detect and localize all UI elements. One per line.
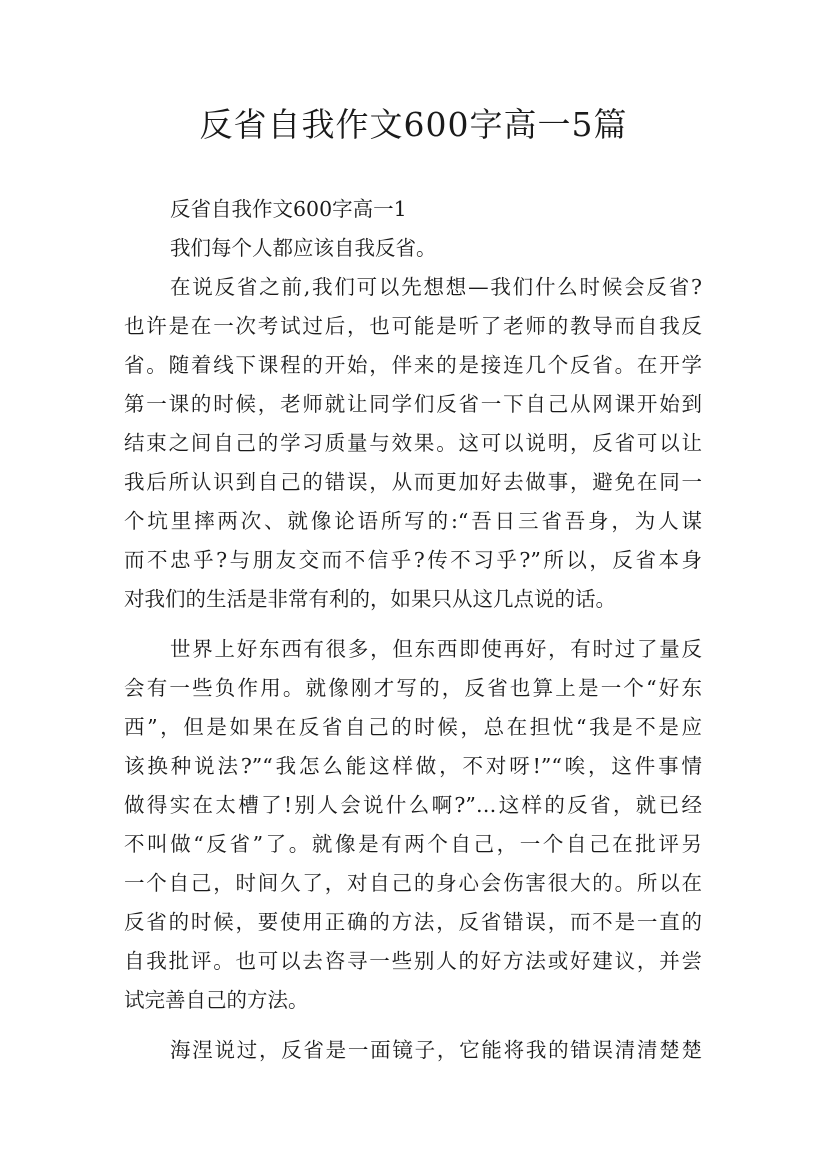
- text-line: 而不忠乎?与朋友交而不信乎?传不习乎?”所以，反省本身: [124, 548, 702, 572]
- document-title: 反省自我作文600字高一5篇: [199, 105, 628, 144]
- paragraph-gap: [124, 619, 702, 630]
- text-line: 在说反省之前,我们可以先想想—我们什么时候会反省?: [170, 275, 702, 299]
- text-line: 省。随着线下课程的开始，伴来的是接连几个反省。在开学: [124, 353, 702, 377]
- text-line: 会有一些负作用。就像刚才写的，反省也算上是一个“好东: [124, 676, 702, 700]
- paragraph-gap: [124, 1020, 702, 1031]
- text-line: 试完善自己的方法。: [124, 988, 309, 1012]
- text-line: 反省的时候，要使用正确的方法，反省错误，而不是一直的: [124, 910, 702, 934]
- text-line: 该换种说法?”“我怎么能这样做，不对呀!”“唉，这件事情: [124, 754, 702, 778]
- text-line: 做得实在太槽了!别人会说什么啊?”…这样的反省，就已经: [124, 793, 702, 817]
- text-line: 结束之间自己的学习质量与效果。这可以说明，反省可以让: [124, 431, 702, 455]
- text-line: 个坑里摔两次、就像论语所写的:“吾日三省吾身，为人谋: [124, 509, 702, 533]
- text-line: 也许是在一次考试过后，也可能是听了老师的教导而自我反: [124, 314, 702, 338]
- document-body: [124, 190, 702, 1070]
- text-line: 第一课的时候，老师就让同学们反省一下自己从网课开始到: [124, 392, 702, 416]
- text-line: 我后所认识到自己的错误，从而更加好去做事，避免在同一: [124, 470, 702, 494]
- text-line: 自我批评。也可以去咨寻一些别人的好方法或好建议，并尝: [124, 949, 702, 973]
- text-line: 我们每个人都应该自我反省。: [170, 236, 437, 260]
- text-line: 一个自己，时间久了，对自己的身心会伤害很大的。所以在: [124, 871, 702, 895]
- text-line: 西”，但是如果在反省自己的时候，总在担忧“我是不是应: [124, 715, 702, 739]
- text-line: 世界上好东西有很多，但东西即使再好，有时过了量反: [170, 637, 702, 661]
- text-line: 对我们的生活是非常有利的，如果只从这几点说的话。: [124, 587, 616, 611]
- text-line: 海涅说过，反省是一面镜子，它能将我的错误清清楚楚: [170, 1038, 702, 1062]
- text-line: 反省自我作文600字高一1: [170, 197, 407, 221]
- text-line: 不叫做“反省”了。就像是有两个自己，一个自己在批评另: [124, 832, 702, 856]
